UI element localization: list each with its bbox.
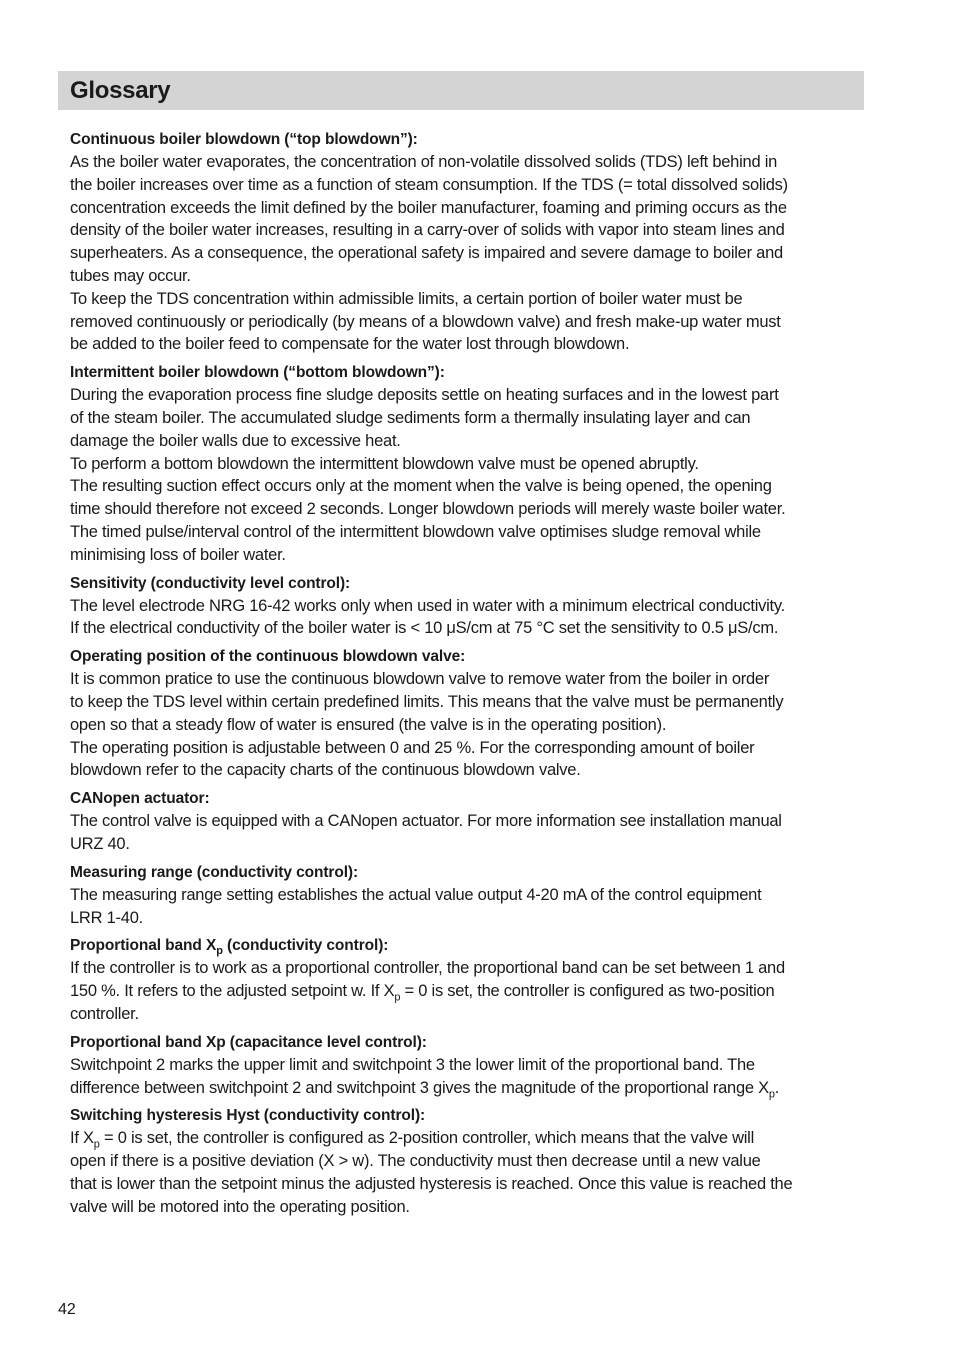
glossary-entry-measuring-range bbox=[70, 861, 860, 930]
definition-line: To perform a bottom blowdown the intermittent blowdown valve must be opened abruptly. bbox=[70, 454, 699, 473]
definition-line: If the controller is to work as a proportional controller, the proportional band can be set between 1 and bbox=[70, 959, 785, 978]
definition-line: It is common pratice to use the continuous blowdown valve to remove water from the boiler in order bbox=[70, 670, 770, 689]
definition-line: time should therefore not exceed 2 seconds. Longer blowdown periods will merely waste boiler water. bbox=[70, 500, 786, 519]
line-text: difference between switchpoint 2 and switchpoint 3 gives the magnitude of the proportional range X bbox=[70, 1078, 769, 1097]
definition-line: The timed pulse/interval control of the intermittent blowdown valve optimises sludge removal while bbox=[70, 522, 761, 541]
page-number: 42 bbox=[58, 1301, 76, 1318]
glossary-term: Intermittent boiler blowdown (“bottom blowdown”): bbox=[70, 364, 445, 382]
glossary-term: Continuous boiler blowdown (“top blowdown”): bbox=[70, 131, 418, 148]
glossary-entry-proportional-band-capacitance bbox=[70, 1031, 860, 1100]
glossary-entry-proportional-band-conductivity bbox=[70, 934, 860, 1025]
glossary-entry-bottom-blowdown bbox=[70, 361, 860, 566]
glossary-term: Switching hysteresis Hyst (conductivity control): bbox=[70, 1107, 426, 1125]
glossary-entry-canopen-actuator bbox=[70, 787, 860, 856]
line-text: . bbox=[774, 1078, 780, 1097]
definition-line: open so that a steady flow of water is ensured (the valve is in the operating position). bbox=[70, 715, 667, 734]
definition-line bbox=[70, 980, 860, 1003]
glossary-content bbox=[70, 128, 860, 1223]
definition-line: of the steam boiler. The accumulated sludge sediments form a thermally insulating layer and can bbox=[70, 408, 751, 427]
definition-line: to keep the TDS level within certain predefined limits. This means that the valve must be permanently bbox=[70, 692, 784, 711]
glossary-header-bar bbox=[58, 71, 864, 110]
definition-line: The control valve is equipped with a CANopen actuator. For more information see installation manual bbox=[70, 812, 782, 831]
definition-line: LRR 1-40. bbox=[70, 908, 143, 927]
definition-line: The level electrode NRG 16-42 works only when used in water with a minimum electrical conductivity. bbox=[70, 596, 786, 615]
definition-line: The measuring range setting establishes the actual value output 4-20 mA of the control equipment bbox=[70, 885, 762, 904]
definition-line: be added to the boiler feed to compensate for the water lost through blowdown. bbox=[70, 335, 630, 354]
definition-line: Switchpoint 2 marks the upper limit and switchpoint 3 the lower limit of the proportional band. The bbox=[70, 1055, 755, 1074]
subscript: p bbox=[93, 1138, 100, 1151]
glossary-term: Sensitivity (conductivity level control): bbox=[70, 574, 351, 592]
page-title: Glossary bbox=[70, 77, 171, 104]
glossary-term: CANopen actuator: bbox=[70, 790, 210, 808]
definition-line: damage the boiler walls due to excessive heat. bbox=[70, 431, 401, 450]
definition-line bbox=[70, 1077, 860, 1100]
definition-line: density of the boiler water increases, resulting in a carry-over of solids with vapor into steam lines and bbox=[70, 221, 785, 240]
line-text: If X bbox=[70, 1129, 94, 1148]
subscript: p bbox=[394, 991, 401, 1004]
glossary-entry-sensitivity bbox=[70, 572, 860, 641]
line-text: 150 %. It refers to the adjusted setpoint w. If X bbox=[70, 982, 395, 1001]
definition-line: blowdown refer to the capacity charts of the continuous blowdown valve. bbox=[70, 761, 581, 780]
definition-line: valve will be motored into the operating position. bbox=[70, 1197, 410, 1216]
term-text: Proportional band X bbox=[70, 937, 217, 955]
definition-line: that is lower than the setpoint minus the adjusted hysteresis is reached. Once this value is reached the bbox=[70, 1174, 793, 1193]
definition-line: minimising loss of boiler water. bbox=[70, 545, 286, 564]
glossary-entry-operating-position bbox=[70, 645, 860, 782]
glossary-term: Measuring range (conductivity control): bbox=[70, 863, 359, 881]
definition-line: During the evaporation process fine sludge deposits settle on heating surfaces and in the lowest part bbox=[70, 386, 779, 405]
definition-line: removed continuously or periodically (by means of a blowdown valve) and fresh make-up water must bbox=[70, 312, 781, 331]
definition-line bbox=[70, 1127, 860, 1150]
subscript: p bbox=[768, 1087, 775, 1100]
subscript: p bbox=[216, 945, 223, 958]
definition-line: The operating position is adjustable between 0 and 25 %. For the corresponding amount of boiler bbox=[70, 738, 755, 757]
definition-line: concentration exceeds the limit defined by the boiler manufacturer, foaming and priming occurs as the bbox=[70, 198, 787, 217]
line-text: = 0 is set, the controller is configured as 2-position controller, which means that the valve will bbox=[99, 1129, 755, 1148]
definition-line: the boiler increases over time as a function of steam consumption. If the TDS (= total dissolved solids) bbox=[70, 175, 788, 194]
definition-line: tubes may occur. bbox=[70, 266, 191, 285]
definition-line: The resulting suction effect occurs only at the moment when the valve is being opened, the opening bbox=[70, 477, 772, 496]
definition-line: superheaters. As a consequence, the operational safety is impaired and severe damage to boiler and bbox=[70, 244, 783, 263]
definition-line: controller. bbox=[70, 1004, 139, 1023]
glossary-entry-top-blowdown bbox=[70, 128, 860, 356]
glossary-term: Proportional band Xp (capacitance level control): bbox=[70, 1033, 427, 1051]
definition-line: If the electrical conductivity of the boiler water is < 10 μS/cm at 75 °C set the sensitivity to 0.5 μS/cm. bbox=[70, 619, 779, 638]
glossary-entry-switching-hysteresis bbox=[70, 1104, 860, 1218]
glossary-term: Operating position of the continuous blowdown valve: bbox=[70, 648, 466, 666]
definition-line: To keep the TDS concentration within admissible limits, a certain portion of boiler water must be bbox=[70, 289, 743, 308]
definition-line: open if there is a positive deviation (X > w). The conductivity must then decrease until a new value bbox=[70, 1152, 761, 1171]
glossary-term bbox=[70, 934, 860, 957]
definition-line: As the boiler water evaporates, the concentration of non-volatile dissolved solids (TDS) left behind in bbox=[70, 153, 778, 171]
term-text: (conductivity control): bbox=[222, 937, 389, 955]
line-text: = 0 is set, the controller is configured as two-position bbox=[400, 982, 775, 1001]
definition-line: URZ 40. bbox=[70, 834, 130, 853]
